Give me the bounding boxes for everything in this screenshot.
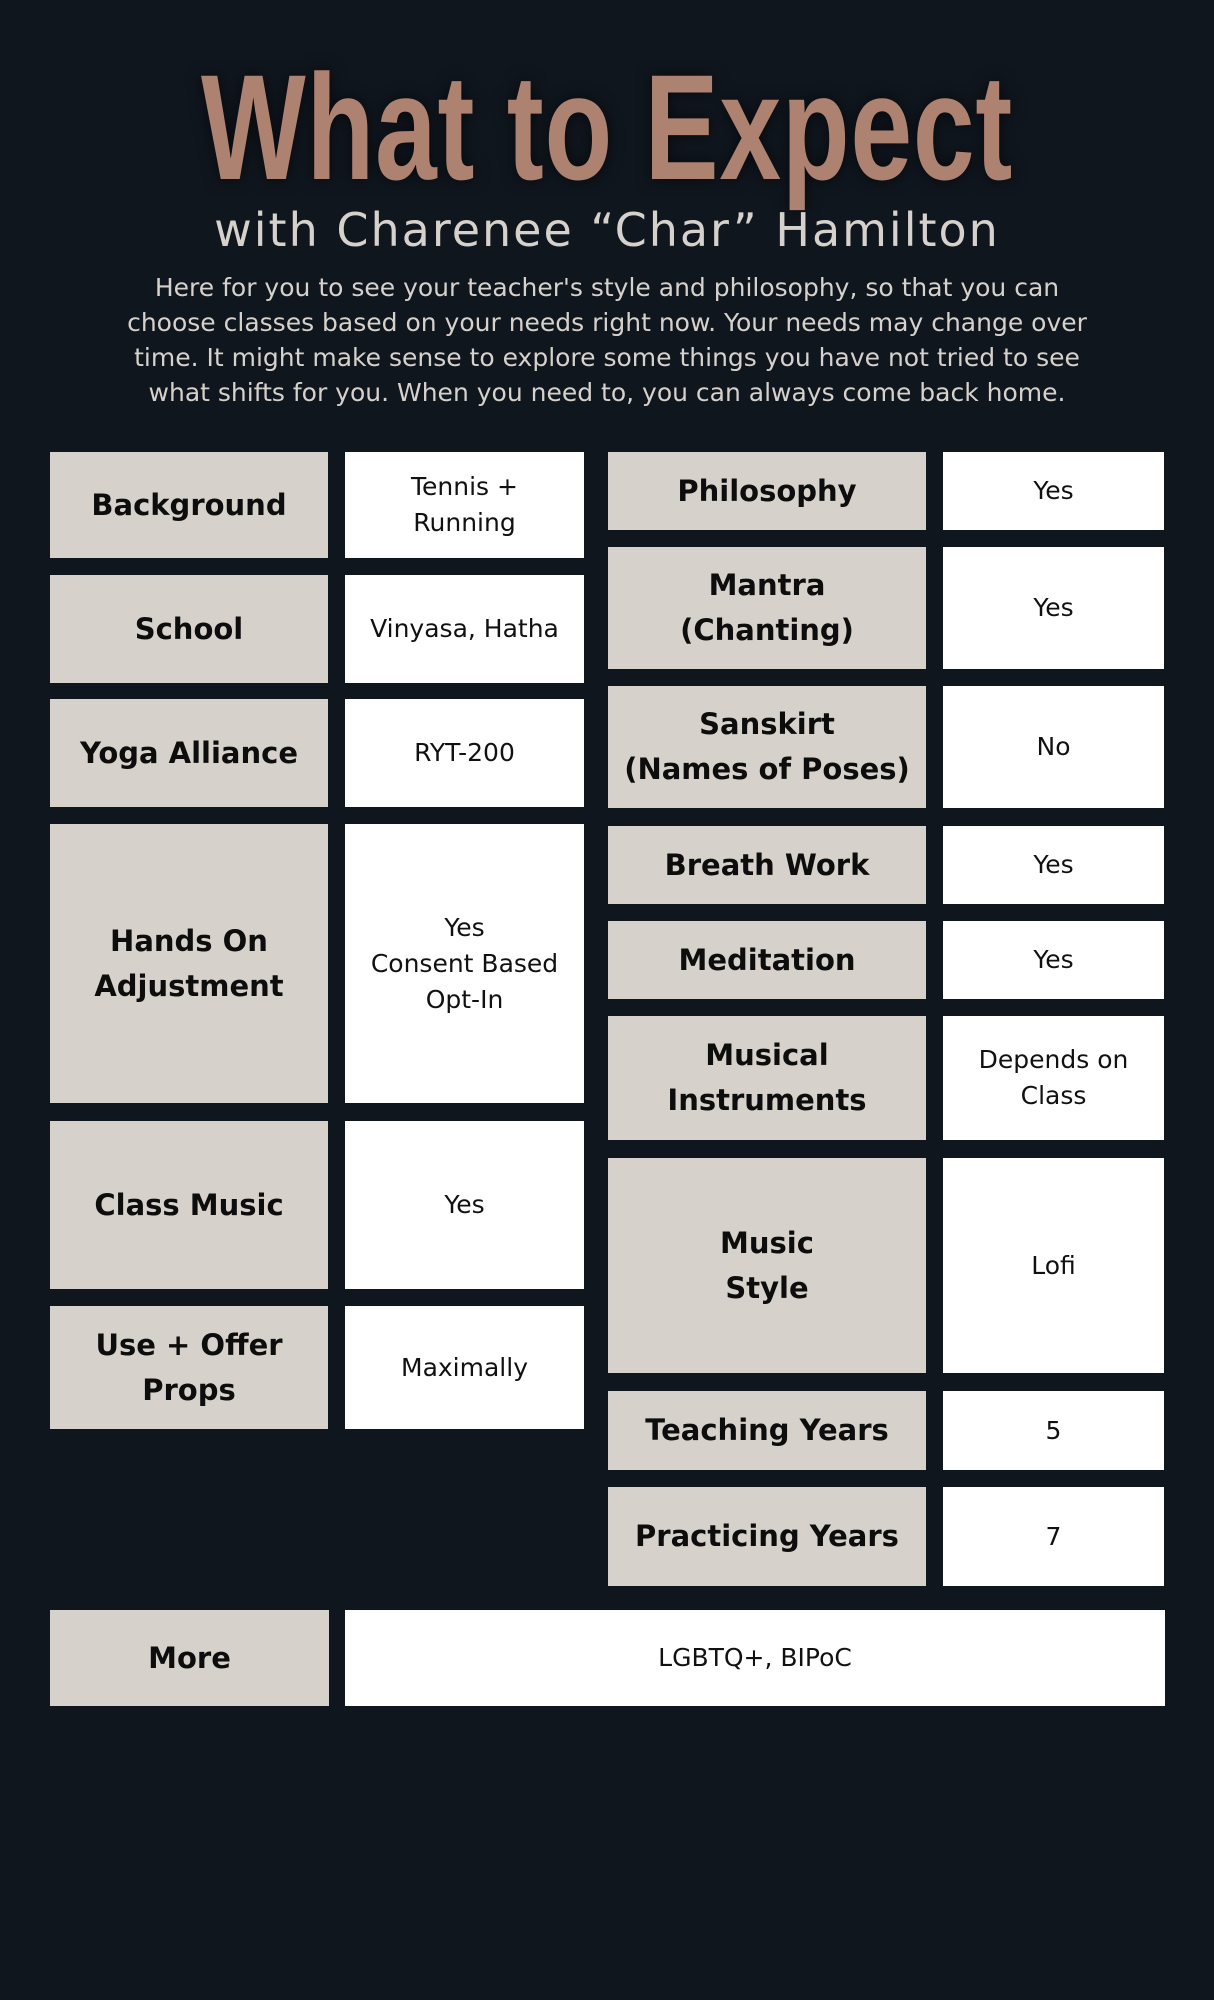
value-breath-work: Yes	[943, 826, 1164, 904]
value-school: Vinyasa, Hatha	[345, 575, 584, 683]
value-philosophy: Yes	[943, 452, 1164, 530]
label-more: More	[50, 1610, 329, 1706]
value-musical-instruments: Depends on Class	[943, 1016, 1164, 1140]
value-class-music: Yes	[345, 1121, 584, 1289]
page-subtitle: with Charenee “Char” Hamilton	[214, 203, 1000, 257]
value-practicing-years: 7	[943, 1487, 1164, 1586]
label-background: Background	[50, 452, 328, 558]
label-sanskrit: Sanskirt (Names of Poses)	[608, 686, 926, 808]
value-teaching-years: 5	[943, 1391, 1164, 1470]
page-title: What to Expect	[200, 43, 1014, 211]
intro-paragraph: Here for you to see your teacher's style and philosophy, so that you can choose classes based on your needs right now. Your needs may change over time. It might make sense to explore some things you have not tried to see what shifts for you. When you need to, you can always come back home.	[127, 273, 1087, 407]
label-yoga-alliance: Yoga Alliance	[50, 699, 328, 807]
value-mantra: Yes	[943, 547, 1164, 669]
label-meditation: Meditation	[608, 921, 926, 999]
label-school: School	[50, 575, 328, 683]
label-musical-instruments: Musical Instruments	[608, 1016, 926, 1140]
label-practicing-years: Practicing Years	[608, 1487, 926, 1586]
value-props: Maximally	[345, 1306, 584, 1429]
value-music-style: Lofi	[943, 1158, 1164, 1373]
label-mantra: Mantra (Chanting)	[608, 547, 926, 669]
label-props: Use + Offer Props	[50, 1306, 328, 1429]
label-philosophy: Philosophy	[608, 452, 926, 530]
value-meditation: Yes	[943, 921, 1164, 999]
label-teaching-years: Teaching Years	[608, 1391, 926, 1470]
label-hands-on-adjustment: Hands On Adjustment	[50, 824, 328, 1103]
label-class-music: Class Music	[50, 1121, 328, 1289]
label-breath-work: Breath Work	[608, 826, 926, 904]
label-music-style: Music Style	[608, 1158, 926, 1373]
value-yoga-alliance: RYT-200	[345, 699, 584, 807]
value-sanskrit: No	[943, 686, 1164, 808]
value-hands-on-adjustment: Yes Consent Based Opt-In	[345, 824, 584, 1103]
value-background: Tennis + Running	[345, 452, 584, 558]
value-more: LGBTQ+, BIPoC	[345, 1610, 1165, 1706]
